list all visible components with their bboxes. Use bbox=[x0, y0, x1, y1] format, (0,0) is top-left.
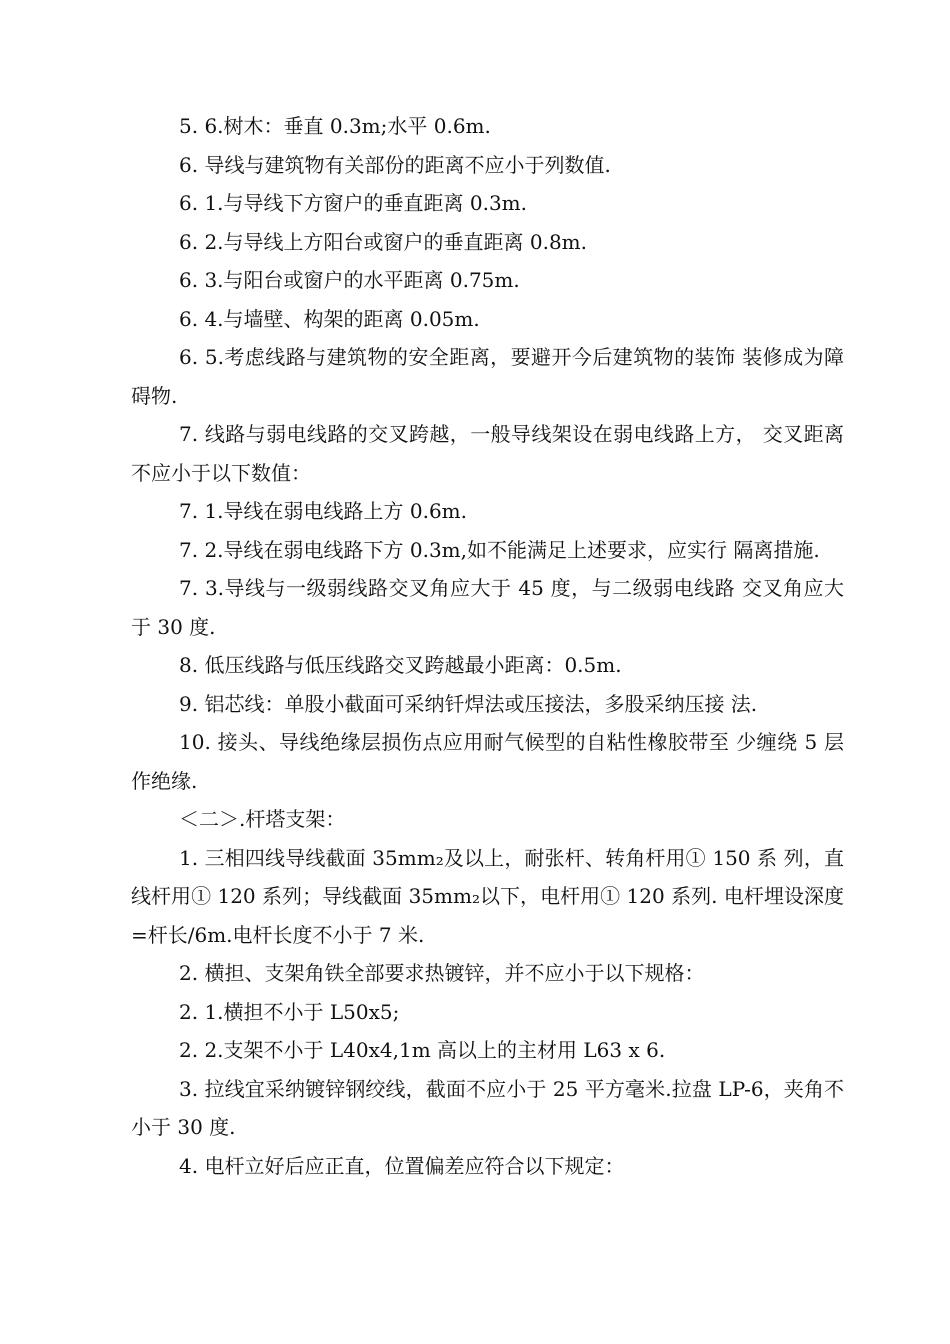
paragraph-7-1: 7. 1.导线在弱电线路上方 0.6m. bbox=[179, 499, 468, 523]
document-body bbox=[131, 107, 844, 1185]
paragraph-10: 10. 接头、导线绝缘层损伤点应用耐气候型的自粘性橡胶带至 少缠绕 5 层作绝缘. bbox=[131, 730, 844, 793]
paragraph-s2-4: 4. 电杆立好后应正直，位置偏差应符合以下规定： bbox=[179, 1153, 625, 1178]
paragraph-7: 7. 线路与弱电线路的交叉跨越，一般导线架设在弱电线路上方， 交叉距离不应小于以下数值： bbox=[131, 422, 844, 485]
paragraph-5-6: 5. 6.树木：垂直 0.3m;水平 0.6m. bbox=[179, 114, 491, 138]
paragraph-s2-2-2: 2. 2.支架不小于 L40x4,1m 高以上的主材用 L63 x 6. bbox=[179, 1038, 666, 1062]
paragraph-6-3: 6. 3.与阳台或窗户的水平距离 0.75m. bbox=[179, 268, 520, 292]
paragraph-s2-2: 2. 横担、支架角铁全部要求热镀锌，并不应小于以下规格： bbox=[179, 961, 705, 985]
paragraph-8: 8. 低压线路与低压线路交叉跨越最小距离：0.5m. bbox=[179, 653, 622, 677]
paragraph-6: 6. 导线与建筑物有关部份的距离不应小于列数值. bbox=[179, 152, 611, 177]
paragraph-6-4: 6. 4.与墙壁、构架的距离 0.05m. bbox=[179, 306, 480, 331]
paragraph-s2-3: 3. 拉线宜采纳镀锌钢绞线，截面不应小于 25 平方毫米.拉盘 LP-6，夹角不小于 30 度. bbox=[131, 1076, 844, 1139]
paragraph-s2-1: 1. 三相四线导线截面 35mm₂及以上，耐张杆、转角杆用① 150 系 列，直线杆用① 120 系列；导线截面 35mm₂以下，电杆用① 120 系列. 电杆埋设深度=杆长/6m.电杆长度不小于 7 米. bbox=[131, 845, 844, 947]
paragraph-6-2: 6. 2.与导线上方阳台或窗户的垂直距离 0.8m. bbox=[179, 229, 588, 254]
paragraph-7-3: 7. 3.导线与一级弱线路交叉角应大于 45 度，与二级弱电线路 交叉角应大于 30 度. bbox=[131, 576, 844, 639]
paragraph-7-2: 7. 2.导线在弱电线路下方 0.3m,如不能满足上述要求，应实行 隔离措施. bbox=[179, 537, 820, 562]
paragraph-s2-2-1: 2. 1.横担不小于 L50x5; bbox=[179, 999, 400, 1024]
paragraph-6-5: 6. 5.考虑线路与建筑物的安全距离，要避开今后建筑物的装饰 装修成为障碍物. bbox=[131, 345, 844, 408]
paragraph-6-1: 6. 1.与导线下方窗户的垂直距离 0.3m. bbox=[179, 191, 528, 215]
paragraph-9: 9. 铝芯线：单股小截面可采纳钎焊法或压接法，多股采纳压接 法. bbox=[179, 691, 758, 716]
section-heading-tower-support: ＜二＞.杆塔支架： bbox=[179, 807, 346, 831]
